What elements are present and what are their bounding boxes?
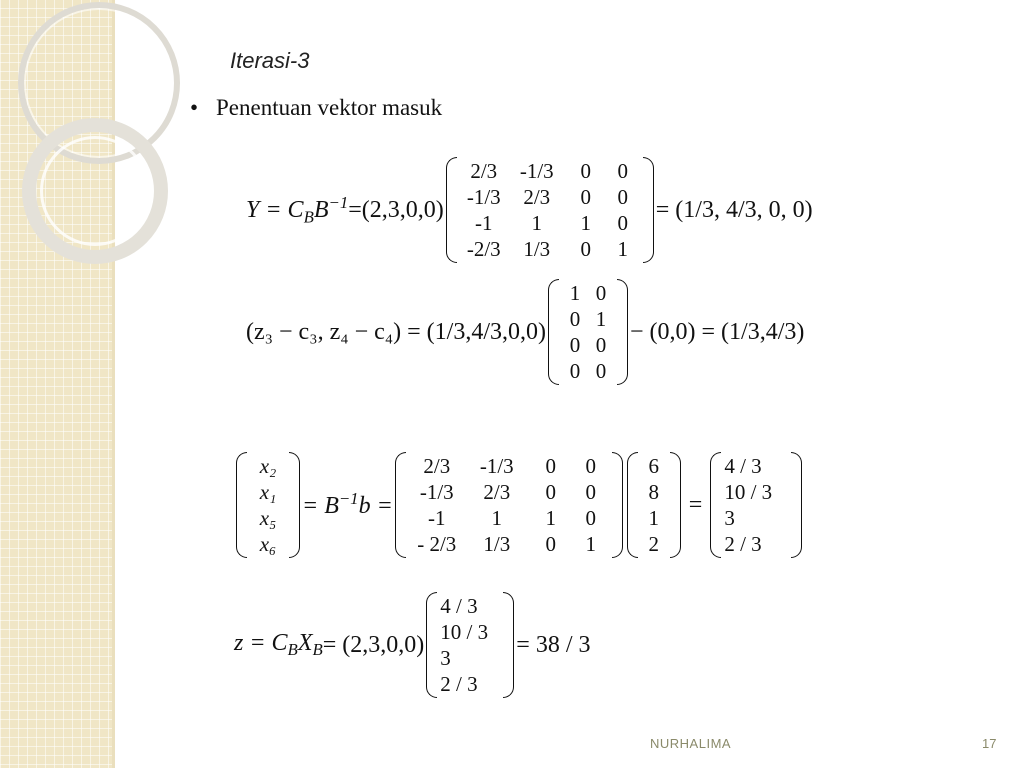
eq1-eq: = [348, 196, 362, 223]
eq3-b-vector [627, 452, 681, 558]
vector-row [641, 479, 667, 505]
matrix-cell: 2/3 [523, 184, 551, 209]
matrix-cell: 0 [617, 210, 628, 235]
matrix-row [460, 236, 640, 262]
vector-row [724, 453, 788, 479]
vector-cell: x₂ [259, 453, 277, 478]
matrix-cell: 0 [569, 332, 581, 357]
eq4-lhs: $z = C_BX_B$ [234, 629, 323, 660]
bullet-dot-icon: • [190, 95, 199, 120]
matrix-cell: -1 [428, 505, 446, 530]
vector-cell: 4 / 3 [724, 453, 762, 478]
matrix-cell: -2/3 [466, 236, 501, 261]
vector-cell: 6 [648, 453, 660, 478]
matrix-cell: 0 [617, 158, 628, 183]
vector-row [440, 593, 500, 619]
matrix-cell: -1/3 [466, 184, 501, 209]
page-number: 17 [982, 736, 997, 751]
matrix-cell: 0 [617, 184, 628, 209]
matrix-row [460, 210, 640, 236]
matrix-cell: - 2/3 [417, 531, 457, 556]
eq2-rhs: − (0,0) = (1/3,4/3) [630, 318, 805, 345]
matrix-cell: 1 [491, 505, 503, 530]
vector-row [724, 505, 788, 531]
matrix-cell: 1 [569, 280, 581, 305]
eq3-eq: = [688, 491, 703, 518]
matrix-cell: 0 [569, 358, 581, 383]
vector-row [250, 453, 286, 479]
matrix-cell: 0 [595, 358, 607, 383]
matrix-row [460, 158, 640, 184]
bullet-text: Penentuan vektor masuk [216, 95, 443, 120]
matrix-row [562, 306, 614, 332]
matrix-row [562, 332, 614, 358]
vector-row [250, 531, 286, 557]
vector-cell: x₁ [259, 479, 277, 504]
vector-cell: 3 [724, 505, 735, 530]
eq1-cb: (2,3,0,0) [361, 196, 444, 223]
vector-cell: 10 / 3 [724, 479, 773, 504]
matrix-row [409, 505, 609, 531]
vector-cell: 4 / 3 [440, 593, 478, 618]
vector-row [440, 645, 500, 671]
eq4-rhs: = 38 / 3 [516, 631, 591, 658]
vector-cell: 8 [648, 479, 660, 504]
matrix-cell: 0 [595, 332, 607, 357]
vector-cell: x₆ [259, 531, 277, 556]
matrix-cell: 1 [595, 306, 607, 331]
matrix-cell: -1 [475, 210, 493, 235]
matrix-cell: 0 [585, 505, 597, 530]
vector-row [641, 505, 667, 531]
bullet-item [190, 95, 442, 121]
matrix-row [409, 531, 609, 557]
vector-cell: 2 / 3 [440, 671, 478, 696]
eq2-matrix [548, 279, 628, 385]
matrix-cell: 1 [580, 210, 591, 235]
equation-basic-solution [234, 448, 804, 562]
eq4-vector [426, 592, 514, 698]
matrix-cell: -1/3 [479, 453, 514, 478]
vector-row [250, 505, 286, 531]
matrix-cell: 1 [545, 505, 557, 530]
matrix-cell: 1 [585, 531, 597, 556]
eq1-lhs: $Y = C_BB^{-1}$ [246, 192, 349, 227]
eq3-x-vector [236, 452, 300, 558]
matrix-row [409, 453, 609, 479]
vector-cell: 3 [440, 645, 451, 670]
vector-row [440, 619, 500, 645]
matrix-cell: 0 [580, 236, 591, 261]
eq1-rhs: = (1/3, 4/3, 0, 0) [655, 196, 813, 223]
matrix-cell: 0 [580, 158, 591, 183]
vector-row [641, 531, 667, 557]
vector-cell: 1 [648, 505, 660, 530]
matrix-cell: 2/3 [423, 453, 451, 478]
matrix-cell: 0 [585, 479, 597, 504]
matrix-cell: 0 [545, 479, 557, 504]
matrix-row [562, 358, 614, 384]
eq3-mid: = $B^{-1}b$ = [302, 489, 393, 520]
equation-reduced-cost [246, 270, 804, 394]
vector-cell: 2 [648, 531, 660, 556]
matrix-cell: 0 [545, 453, 557, 478]
matrix-cell: 1 [531, 210, 542, 235]
matrix-cell: 1 [617, 236, 628, 261]
vector-cell: 10 / 3 [440, 619, 489, 644]
matrix-row [409, 479, 609, 505]
vector-cell: 2 / 3 [724, 531, 762, 556]
matrix-cell: 0 [545, 531, 557, 556]
matrix-row [562, 280, 614, 306]
matrix-cell: 2/3 [483, 479, 511, 504]
equation-dual-y [246, 148, 813, 272]
equation-objective-value [234, 588, 590, 702]
matrix-cell: 2/3 [470, 158, 498, 183]
matrix-cell: 0 [580, 184, 591, 209]
vector-row [724, 531, 788, 557]
eq1-matrix [446, 157, 654, 263]
vector-row [250, 479, 286, 505]
eq4-cb: = (2,3,0,0) [322, 631, 425, 658]
decorative-ring-icon [22, 118, 168, 264]
vector-row [641, 453, 667, 479]
matrix-cell: -1/3 [419, 479, 454, 504]
matrix-cell: 1/3 [483, 531, 511, 556]
matrix-cell: 0 [569, 306, 581, 331]
eq3-matrix [395, 452, 623, 558]
slide-title: Iterasi-3 [230, 48, 310, 73]
matrix-cell: 1/3 [523, 236, 551, 261]
matrix-cell: 0 [595, 280, 607, 305]
footer-author: NURHALIMA [650, 736, 732, 751]
matrix-cell: 0 [585, 453, 597, 478]
vector-cell: x₅ [259, 505, 277, 530]
matrix-cell: -1/3 [519, 158, 554, 183]
eq2-lhs: (z₃ − c₃, z₄ − c₄) = (1/3,4/3,0,0) [246, 318, 546, 345]
vector-row [440, 671, 500, 697]
eq3-result-vector [710, 452, 802, 558]
matrix-row [460, 184, 640, 210]
vector-row [724, 479, 788, 505]
